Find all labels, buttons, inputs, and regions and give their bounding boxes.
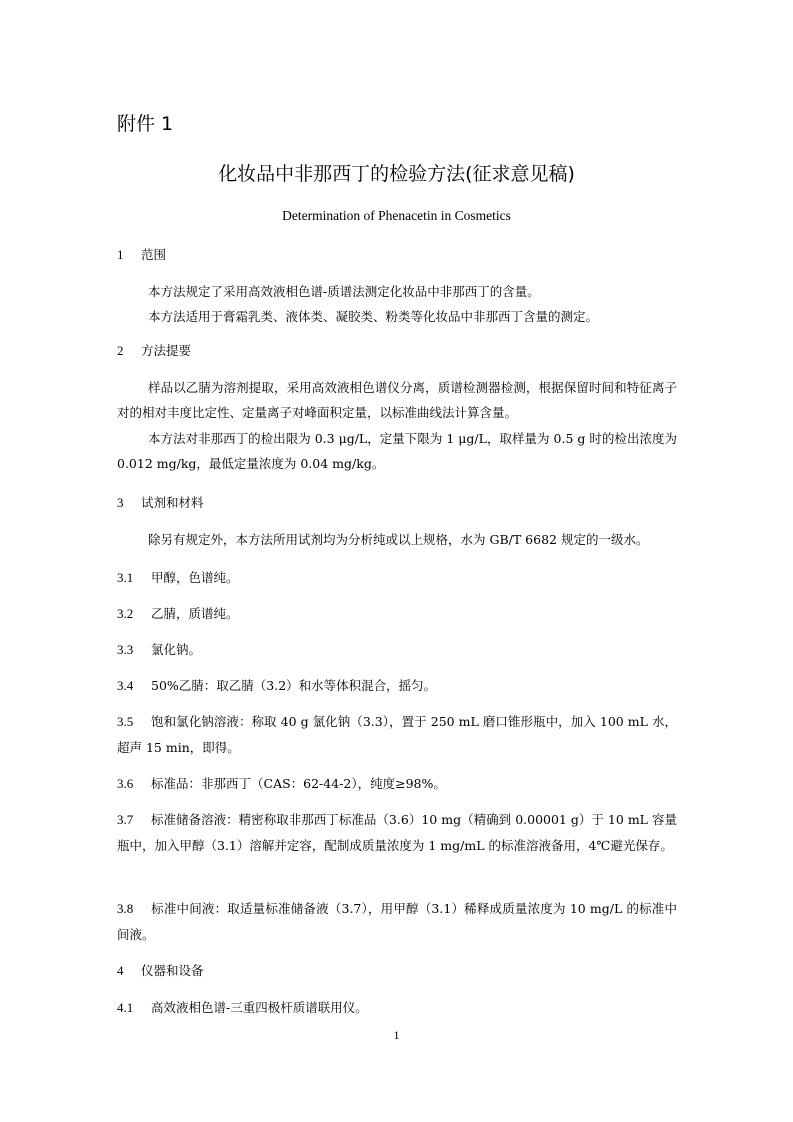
section-number: 3 <box>117 495 124 510</box>
item-3-7 <box>117 807 677 859</box>
item-number: 3.2 <box>117 606 134 621</box>
section-number: 2 <box>117 343 124 358</box>
page-number: 1 <box>393 1028 400 1042</box>
item-3-8 <box>117 896 677 948</box>
section-title: 试剂和材料 <box>141 495 204 510</box>
item-text: 高效液相色谱-三重四极杆质谱联用仪。 <box>151 1000 368 1015</box>
section-4-heading <box>117 961 204 981</box>
item-text: 乙腈，质谱纯。 <box>151 606 239 621</box>
section-1-paragraph-2: 本方法适用于膏霜乳类、液体类、凝胶类、粉类等化妆品中非那西丁含量的测定。 <box>148 309 599 324</box>
item-text: 氯化钠。 <box>151 642 202 657</box>
section-2-paragraph-2: 本方法对非那西丁的检出限为 0.3 μg/L，定量下限为 1 μg/L，取样量为 0.5 g 时的检出浓度为 0.012 mg/kg，最低定量浓度为 0.04 mg/kg。 <box>117 431 677 471</box>
item-number: 3.4 <box>117 678 134 693</box>
document-title: 化妆品中非那西丁的检验方法(征求意见稿) <box>218 163 575 185</box>
item-text: 标准品：非那西丁（CAS：62-44-2），纯度≥98%。 <box>151 776 446 791</box>
section-title: 范围 <box>141 247 167 262</box>
item-text: 标准中间液：取适量标准储备液（3.7），用甲醇（3.1）稀释成质量浓度为 10 mg/L 的标准中间液。 <box>117 901 677 942</box>
item-number: 3.1 <box>117 570 134 585</box>
item-number: 3.5 <box>117 714 134 729</box>
section-number: 1 <box>117 247 124 262</box>
section-1-paragraph-1: 本方法规定了采用高效液相色谱-质谱法测定化妆品中非那西丁的含量。 <box>148 284 540 299</box>
item-number: 3.6 <box>117 776 134 791</box>
section-2-heading <box>117 341 191 361</box>
item-text: 饱和氯化钠溶液：称取 40 g 氯化钠（3.3），置于 250 mL 磨口锥形瓶中，加入 100 mL 水，超声 15 min，即得。 <box>117 714 677 755</box>
section-3-heading <box>117 493 204 513</box>
item-3-5 <box>117 709 677 761</box>
section-title: 方法提要 <box>141 343 192 358</box>
item-3-1 <box>117 565 677 591</box>
annex-label: 附件 1 <box>117 113 174 135</box>
item-number: 3.3 <box>117 642 134 657</box>
section-3-intro: 除另有规定外，本方法所用试剂均为分析纯或以上规格，水为 GB/T 6682 规定的一级水。 <box>148 532 649 547</box>
item-text: 标准储备溶液：精密称取非那西丁标准品（3.6）10 mg（精确到 0.00001 g）于 10 mL 容量瓶中，加入甲醇（3.1）溶解并定容，配制成质量浓度为 1 mg/mL 的标准溶液备用，4℃避光保存。 <box>117 812 677 853</box>
document-subtitle: Determination of Phenacetin in Cosmetics <box>282 208 511 223</box>
item-number: 4.1 <box>117 1000 134 1015</box>
item-3-3 <box>117 637 677 663</box>
item-4-1 <box>117 995 677 1021</box>
item-3-4 <box>117 673 677 699</box>
section-2-paragraph-1: 样品以乙腈为溶剂提取，采用高效液相色谱仪分离，质谱检测器检测，根据保留时间和特征离子对的相对丰度比定性、定量离子对峰面积定量，以标准曲线法计算含量。 <box>117 380 677 420</box>
item-number: 3.8 <box>117 901 134 916</box>
section-number: 4 <box>117 963 124 978</box>
item-text: 50%乙腈：取乙腈（3.2）和水等体积混合，摇匀。 <box>151 678 437 693</box>
item-text: 甲醇，色谱纯。 <box>151 570 239 585</box>
section-1-heading <box>117 245 166 265</box>
item-3-6 <box>117 771 677 797</box>
item-3-2 <box>117 601 677 627</box>
item-number: 3.7 <box>117 812 134 827</box>
section-title: 仪器和设备 <box>141 963 204 978</box>
